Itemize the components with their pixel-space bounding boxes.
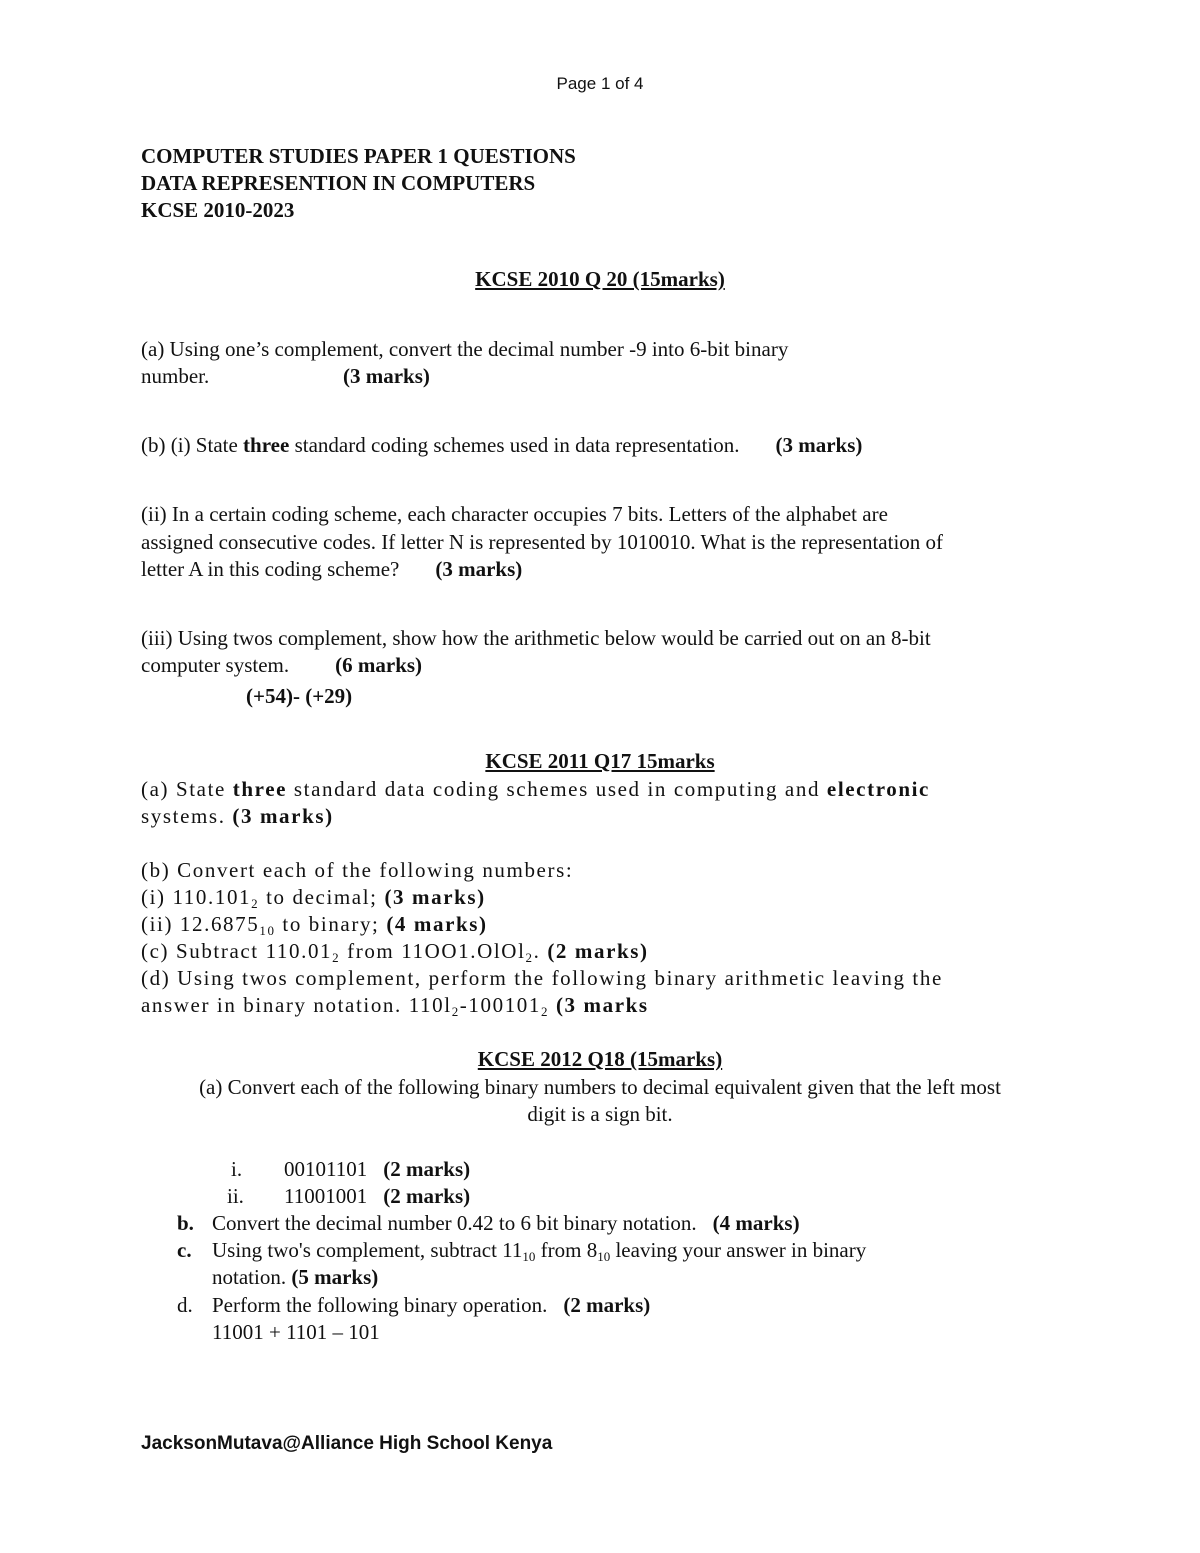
- document-title: COMPUTER STUDIES PAPER 1 QUESTIONS: [141, 144, 576, 168]
- q2012-c-text3: leaving your answer in binary: [610, 1238, 867, 1262]
- q2010-b-prefix: (b) (i) State: [141, 433, 244, 457]
- q2010-a-text: number.: [141, 364, 210, 388]
- q2010-b: [141, 432, 862, 459]
- q2011-a-prefix: (a) State: [141, 777, 233, 801]
- q2012-item-label: i.: [231, 1157, 243, 1181]
- question-heading-2011: KCSE 2011 Q17 15marks: [485, 749, 715, 773]
- q2010-biii-line2: [141, 652, 422, 679]
- q2011-a-bold1: three: [232, 777, 288, 801]
- q2012-d-label: d.: [177, 1293, 193, 1317]
- q2010-b-marks: (3 marks): [775, 433, 863, 457]
- q2012-b: [212, 1210, 800, 1237]
- q2011-c-marks: (2 marks): [547, 939, 649, 963]
- q2011-c-rest: .: [533, 939, 548, 963]
- q2012-b-marks: (4 marks): [712, 1211, 800, 1235]
- q2012-c-label: [177, 1237, 192, 1264]
- question-heading-2012: KCSE 2012 Q18 (15marks): [477, 1047, 723, 1071]
- q2010-a-line2: [141, 363, 430, 390]
- q2012-b-label-text: b.: [177, 1211, 194, 1235]
- q2012-c-text2: from 8: [535, 1238, 598, 1262]
- q2011-d-sub2: 2: [541, 1004, 550, 1019]
- q2011-bi-rest: to decimal;: [259, 885, 385, 909]
- q2012-c-sub2: 10: [597, 1249, 611, 1264]
- q2012-c-line1: [212, 1237, 866, 1264]
- q2012-c-text1: Using two's complement, subtract 11: [212, 1238, 523, 1262]
- q2012-c-marks: (5 marks): [291, 1265, 379, 1289]
- q2011-b: (b) Convert each of the following numbers:: [141, 858, 574, 882]
- q2012-c-label-text: c.: [177, 1238, 192, 1262]
- q2011-d-marks: (3 marks: [549, 993, 649, 1017]
- q2011-d-sub1: 2: [451, 1004, 460, 1019]
- q2012-d: [212, 1292, 650, 1319]
- q2010-b-bold: three: [243, 433, 290, 457]
- q2011-a-marks: (3 marks): [232, 804, 334, 828]
- q2011-bi-sub: 2: [251, 896, 260, 911]
- q2011-d-line1: (d) Using twos complement, perform the following binary arithmetic leaving the: [141, 966, 943, 990]
- q2010-b-text: standard coding schemes used in data representation.: [289, 433, 740, 457]
- q2011-a-bold2: electronic: [826, 777, 930, 801]
- q2011-bii-text: (ii) 12.6875: [141, 912, 260, 936]
- document-subtitle: DATA REPRESENTION IN COMPUTERS: [141, 171, 536, 195]
- q2010-bii-line2: assigned consecutive codes. If letter N is represented by 1010010. What is the representation of: [141, 530, 944, 554]
- q2011-d-mid: -100101: [459, 993, 541, 1017]
- q2012-b-text: Convert the decimal number 0.42 to 6 bit binary notation.: [212, 1211, 697, 1235]
- q2010-bii-line3: [141, 556, 522, 583]
- q2011-c-sub1: 2: [332, 950, 341, 965]
- q2011-c-sub2: 2: [525, 950, 534, 965]
- page-number: Page 1 of 4: [556, 74, 644, 93]
- q2010-bii-line1: (ii) In a certain coding scheme, each character occupies 7 bits. Letters of the alphabet are: [141, 502, 888, 526]
- q2011-bii-marks: (4 marks): [386, 912, 488, 936]
- q2011-a-line2: [141, 803, 334, 830]
- q2011-d-text: answer in binary notation. 110l: [141, 993, 452, 1017]
- q2011-bi: [141, 884, 486, 911]
- q2011-bii-sub: 10: [259, 923, 276, 938]
- q2011-a-mid: standard data coding schemes used in computing and: [287, 777, 827, 801]
- q2012-item-marks: (2 marks): [383, 1157, 471, 1181]
- q2010-biii-marks: (6 marks): [335, 653, 423, 677]
- q2012-b-label: [177, 1210, 194, 1237]
- q2011-bi-marks: (3 marks): [384, 885, 486, 909]
- q2010-bii-marks: (3 marks): [435, 557, 523, 581]
- q2012-item-value: 11001001: [284, 1184, 368, 1208]
- q2012-d-marks: (2 marks): [563, 1293, 651, 1317]
- q2012-a-line1: (a) Convert each of the following binary numbers to decimal equivalent given that the left most: [199, 1075, 1001, 1099]
- q2012-d-text: Perform the following binary operation.: [212, 1293, 548, 1317]
- q2010-bii-text: letter A in this coding scheme?: [141, 557, 400, 581]
- q2012-c-text4: notation.: [212, 1265, 292, 1289]
- q2011-c-mid: from 11OO1.OlOl: [340, 939, 526, 963]
- q2011-bii-rest: to binary;: [275, 912, 387, 936]
- document-years: KCSE 2010-2023: [141, 198, 295, 222]
- q2010-a-line1: (a) Using one’s complement, convert the decimal number -9 into 6-bit binary: [141, 337, 789, 361]
- q2012-item-label: ii.: [227, 1184, 244, 1208]
- q2011-bii: [141, 911, 488, 938]
- footer-credit: JacksonMutava@Alliance High School Kenya: [141, 1433, 553, 1454]
- q2010-biii-expr-text: (+54)- (+29): [246, 684, 353, 708]
- q2012-d-expression: 11001 + 1101 – 101: [212, 1320, 380, 1344]
- q2011-a-line1: [141, 776, 930, 803]
- q2011-a-text: systems.: [141, 804, 233, 828]
- q2012-item: [284, 1183, 470, 1210]
- q2010-biii-text: computer system.: [141, 653, 290, 677]
- q2010-biii-expression: [246, 683, 352, 710]
- question-heading-2010: KCSE 2010 Q 20 (15marks): [475, 267, 725, 291]
- q2010-biii-line1: (iii) Using twos complement, show how the arithmetic below would be carried out on an 8-bit: [141, 626, 931, 650]
- q2012-c-sub1: 10: [522, 1249, 536, 1264]
- q2012-item-value: 00101101: [284, 1157, 368, 1181]
- q2012-c-line2: [212, 1264, 378, 1291]
- q2011-bi-text: (i) 110.101: [141, 885, 252, 909]
- q2011-c-text: (c) Subtract 110.01: [141, 939, 333, 963]
- q2011-d-line2: [141, 992, 649, 1019]
- q2012-item: [284, 1156, 470, 1183]
- q2012-a-line2: digit is a sign bit.: [527, 1102, 673, 1126]
- q2011-c: [141, 938, 649, 965]
- q2010-a-marks: (3 marks): [343, 364, 430, 388]
- q2012-item-marks: (2 marks): [383, 1184, 471, 1208]
